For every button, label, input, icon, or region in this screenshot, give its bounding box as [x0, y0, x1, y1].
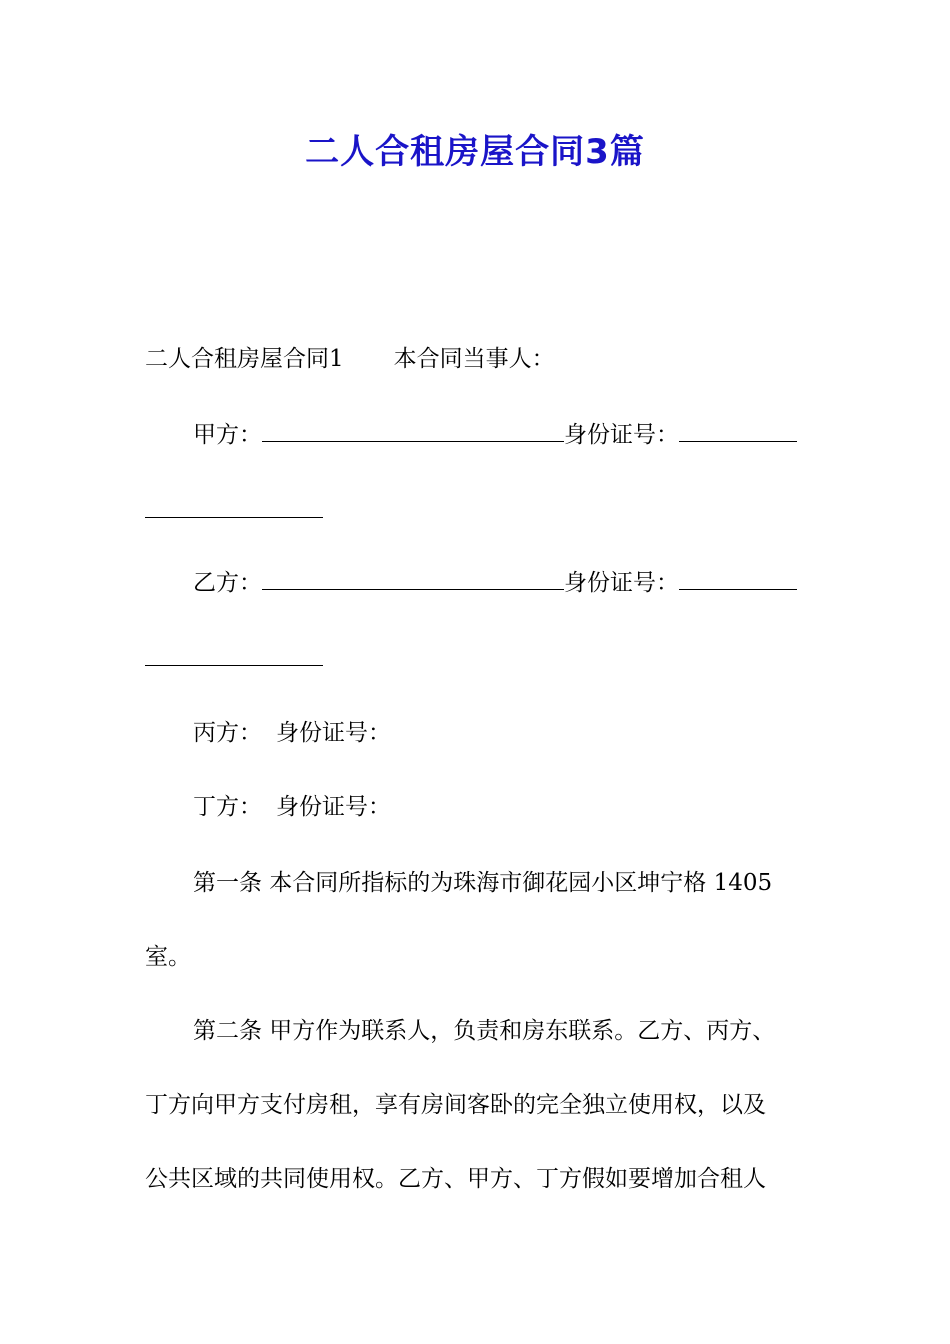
party-a-name-blank: [262, 419, 564, 442]
party-b-id-blank-cont: [145, 643, 323, 666]
article1-line1: 第一条 本合同所指标的为珠海市御花园小区坤宁格 1405: [193, 870, 773, 896]
document-title: 二人合租房屋合同3篇: [305, 132, 645, 172]
party-a-id-blank-cont: [145, 495, 323, 518]
party-c-id-label: 身份证号：: [276, 720, 391, 746]
party-b-name-blank: [262, 567, 564, 590]
contract-name: 二人合租房屋合同1: [145, 346, 344, 372]
party-b-label: 乙方：: [193, 570, 262, 596]
party-b-continuation: [145, 642, 323, 676]
party-b-id-label: 身份证号：: [564, 570, 679, 596]
article2-line3: 公共区域的共同使用权。乙方、甲方、丁方假如要增加合租人: [145, 1166, 766, 1192]
article1-line2: 室。: [145, 944, 191, 970]
party-d-line: [193, 790, 391, 824]
party-c-line: [193, 716, 391, 750]
intro-line: [145, 342, 555, 376]
article2-line2: 丁方向甲方支付房租，享有房间客卧的完全独立使用权，以及: [145, 1092, 766, 1118]
parties-label: 本合同当事人：: [393, 346, 555, 372]
party-c-label: 丙方：: [193, 720, 262, 746]
party-d-label: 丁方：: [193, 794, 262, 820]
party-b-id-blank: [679, 567, 797, 590]
party-a-id-label: 身份证号：: [564, 422, 679, 448]
article2-line1: 第二条 甲方作为联系人，负责和房东联系。乙方、丙方、: [193, 1018, 776, 1044]
party-a-continuation: [145, 494, 323, 528]
party-a-id-blank: [679, 419, 797, 442]
party-b-line: [193, 566, 797, 600]
party-d-id-label: 身份证号：: [276, 794, 391, 820]
party-a-label: 甲方：: [193, 422, 262, 448]
party-a-line: [193, 418, 797, 452]
